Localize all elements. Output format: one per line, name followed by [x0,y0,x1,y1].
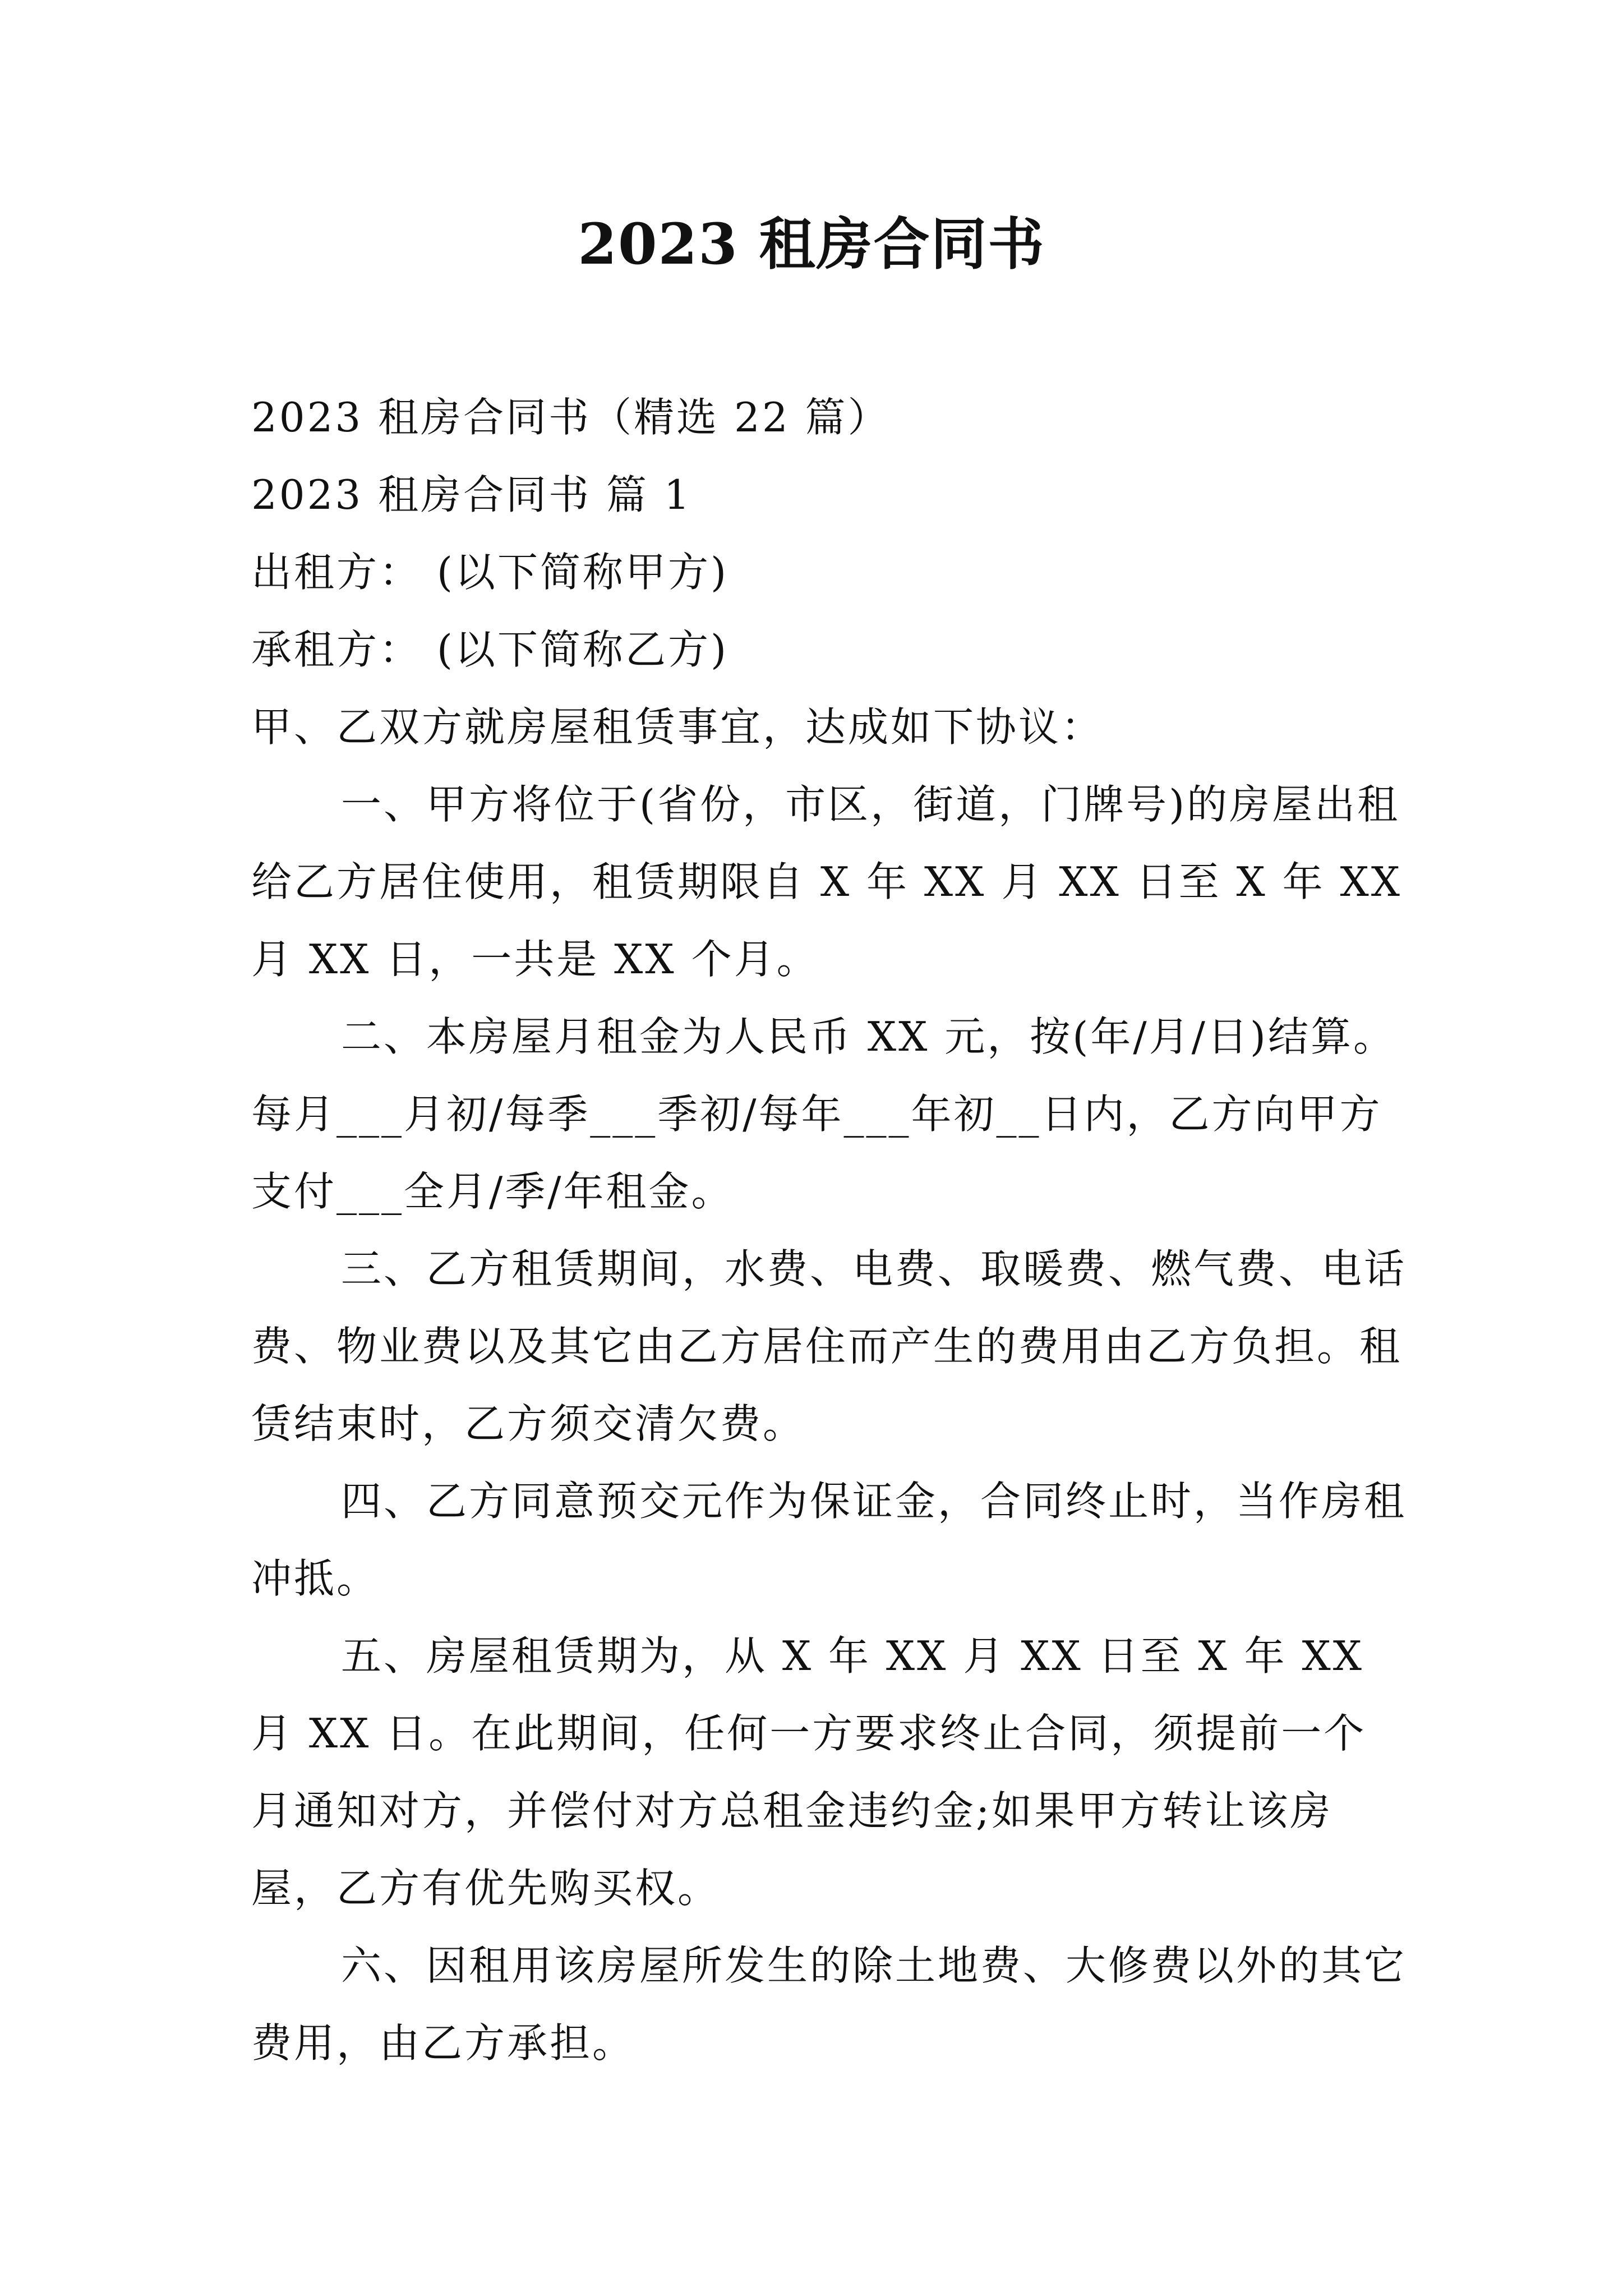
clause-1: 一、甲方将位于(省份，市区，街道，门牌号)的房屋出租给乙方居住使用，租赁期限自 X 年 XX 月 XX 日至 X 年 XX 月 XX 日，一共是 XX 个月。 [251,781,1403,983]
document-title: 2023 租房合同书 [578,211,1045,277]
subtitle-line: 2023 租房合同书（精选 22 篇） [251,394,891,441]
clause-4: 四、乙方同意预交元作为保证金，合同终止时，当作房租冲抵。 [251,1478,1407,1602]
clause-6: 六、因租用该房屋所发生的除土地费、大修费以外的其它费用，由乙方承担。 [251,1942,1407,2067]
clause-5: 五、房屋租赁期为，从 X 年 XX 月 XX 日至 X 年 XX 月 XX 日。在此期间，任何一方要求终止合同，须提前一个月通知对方，并偿付对方总租金违约金;如果甲方转让该房屋，乙方有优先购买权。 [251,1632,1367,1912]
document-body [251,379,1407,2082]
clause-2: 二、本房屋月租金为人民币 XX 元，按(年/月/日)结算。每月___月初/每季___季初/每年___年初__日内，乙方向甲方支付___全月/季/年租金。 [251,1013,1396,1215]
lessee-line: 承租方： (以下简称乙方) [251,626,729,673]
section-heading: 2023 租房合同书 篇 1 [251,471,692,518]
clause-3: 三、乙方租赁期间，水费、电费、取暖费、燃气费、电话费、物业费以及其它由乙方居住而产生的费用由乙方负担。租赁结束时，乙方须交清欠费。 [251,1245,1407,1447]
lessor-line: 出租方： (以下简称甲方) [251,549,729,596]
agreement-intro: 甲、乙双方就房屋租赁事宜，达成如下协议： [251,703,1104,751]
